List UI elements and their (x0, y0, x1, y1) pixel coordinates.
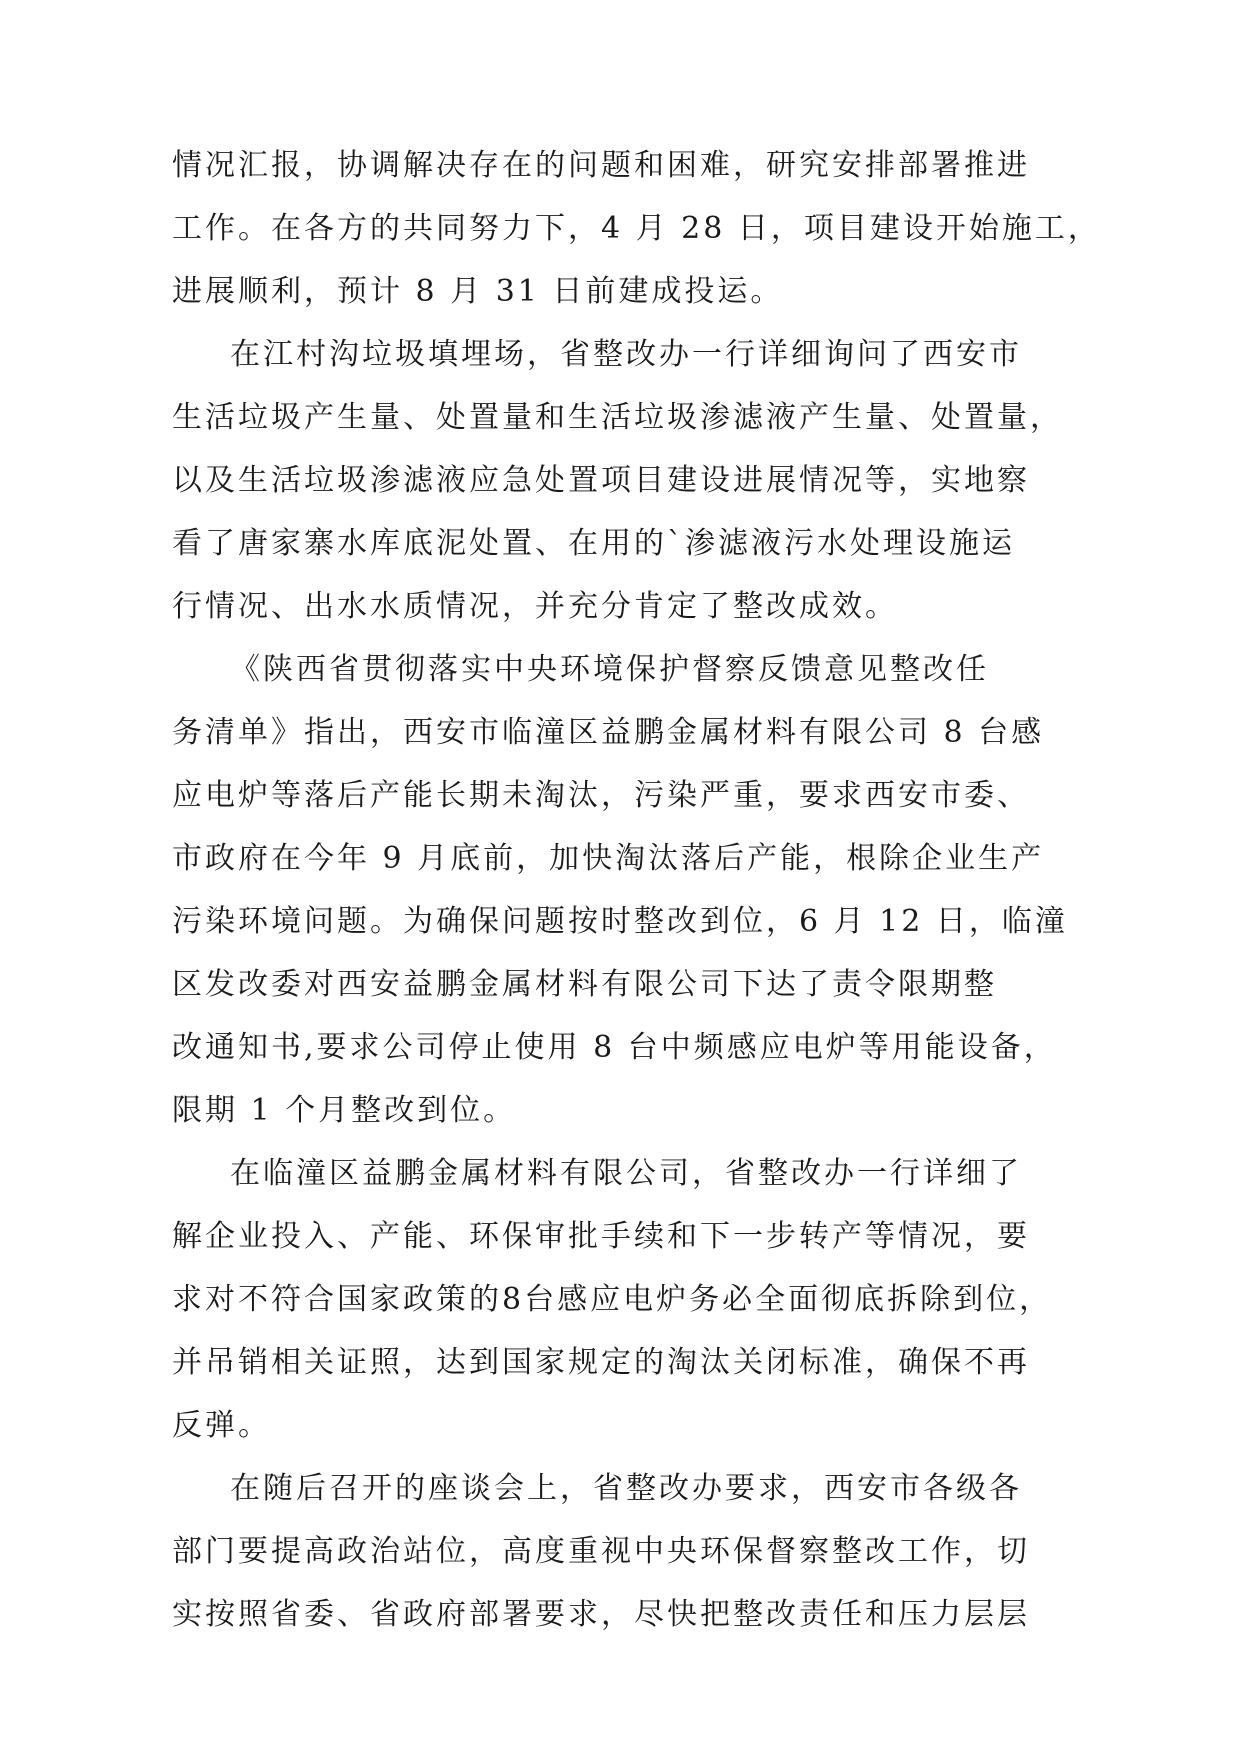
text-line: 限期 1 个月整改到位。 (172, 1093, 517, 1128)
text-line: 务清单》指出，西安市临潼区益鹏金属材料有限公司 8 台感 (172, 715, 1045, 750)
text-line: 反弹。 (172, 1408, 271, 1443)
text-line: 部门要提高政治站位，高度重视中央环保督察整改工作，切 (172, 1534, 1030, 1569)
text-line: 污染环境问题。为确保问题按时整改到位，6 月 12 日，临潼 (172, 904, 1068, 939)
text-line: 在随后召开的座谈会上，省整改办要求，西安市各级各 (230, 1471, 1022, 1506)
text-line: 实按照省委、省政府部署要求，尽快把整改责任和压力层层 (172, 1597, 1030, 1632)
text-line: 《陕西省贯彻落实中央环境保护督察反馈意见整改任 (230, 652, 989, 687)
text-line: 生活垃圾产生量、处置量和生活垃圾渗滤液产生量、处置量， (172, 400, 1063, 435)
text-line: 改通知书,要求公司停止使用 8 台中频感应电炉等用能设备， (172, 1030, 1057, 1065)
text-line: 看了唐家寨水库底泥处置、在用的`渗滤液污水处理设施运 (172, 526, 1015, 561)
text-line: 解企业投入、产能、环保审批手续和下一步转产等情况，要 (172, 1219, 1030, 1254)
text-line: 工作。在各方的共同努力下，4 月 28 日，项目建设开始施工， (172, 211, 1101, 246)
text-line: 市政府在今年 9 月底前，加快淘汰落后产能，根除企业生产 (172, 841, 1045, 876)
text-line: 应电炉等落后产能长期未淘汰，污染严重，要求西安市委、 (172, 778, 1030, 813)
text-line: 并吊销相关证照，达到国家规定的淘汰关闭标准，确保不再 (172, 1345, 1030, 1380)
text-line: 区发改委对西安益鹏金属材料有限公司下达了责令限期整 (172, 967, 997, 1002)
text-line: 情况汇报，协调解决存在的问题和困难，研究安排部署推进 (172, 148, 1030, 183)
text-line: 在临潼区益鹏金属材料有限公司，省整改办一行详细了 (230, 1156, 1022, 1191)
text-line: 以及生活垃圾渗滤液应急处置项目建设进展情况等，实地察 (172, 463, 1030, 498)
text-line: 进展顺利，预计 8 月 31 日前建成投运。 (172, 274, 784, 309)
text-line: 行情况、出水水质情况，并充分肯定了整改成效。 (172, 589, 898, 624)
text-line: 求对不符合国家政策的8台感应电炉务必全面彻底拆除到位， (172, 1282, 1053, 1317)
text-line: 在江村沟垃圾填埋场，省整改办一行详细询问了西安市 (230, 337, 1022, 372)
